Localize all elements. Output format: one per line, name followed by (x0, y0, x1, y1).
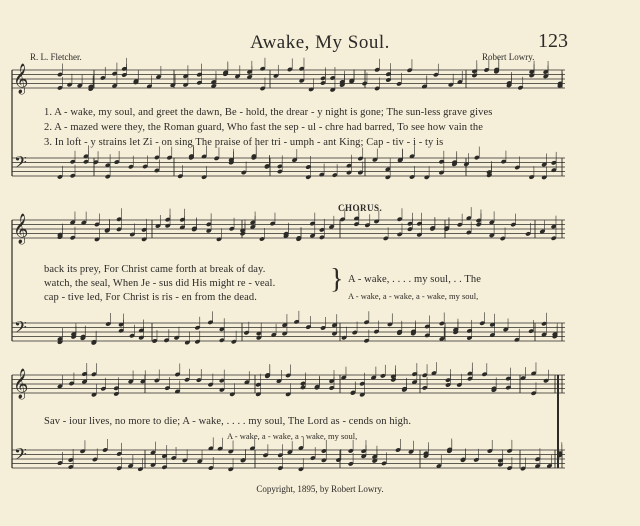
verse-2-ending: watch, the seal, When Je - sus did His might re - veal. (44, 278, 276, 289)
bass-clef-icon: 𝄢 (14, 444, 27, 468)
treble-clef-icon: 𝄞 (13, 64, 29, 94)
page-number: 123 (538, 30, 568, 52)
chorus-line-2-alto: A - wake, a - wake, a - wake, my soul, (227, 431, 358, 441)
bass-clef-icon: 𝄢 (14, 152, 27, 176)
chorus-label: CHORUS. (338, 203, 383, 213)
lyricist-credit: R. L. Fletcher. (30, 52, 82, 62)
bass-clef-icon: 𝄢 (14, 317, 27, 341)
verse-1-line: 1. A - wake, my soul, and greet the dawn, Be - hold, the drear - y night is gone; The sun-less grave gives (44, 107, 493, 118)
treble-clef-icon: 𝄞 (13, 369, 29, 399)
chorus-line-2: Sav - iour lives, no more to die; A - wake, . . . . my soul, The Lord as - cends on high. (44, 416, 412, 427)
verse-brace: } (330, 264, 344, 295)
composer-credit: Robert Lowry. (482, 52, 535, 62)
hymn-title: Awake, My Soul. (250, 32, 390, 53)
copyright-notice: Copyright, 1895, by Robert Lowry. (256, 484, 384, 494)
verse-1-ending: back its prey, For Christ came forth at break of day. (44, 264, 266, 275)
verse-2-line: 2. A - mazed were they, the Roman guard, Who fast the sep - ul - chre had barred, To see how vain the (44, 122, 483, 133)
treble-clef-icon: 𝄞 (13, 214, 29, 244)
chorus-line-1: A - wake, . . . . my soul, . . The (348, 274, 481, 285)
verse-3-ending: cap - tive led, For Christ is ris - en from the dead. (44, 292, 257, 303)
verse-3-line: 3. In loft - y strains let Zi - on sing The praise of her tri - umph - ant King; Cap - tiv - i - ty is (44, 137, 444, 148)
chorus-line-1-alto: A - wake, a - wake, a - wake, my soul, (348, 291, 479, 301)
